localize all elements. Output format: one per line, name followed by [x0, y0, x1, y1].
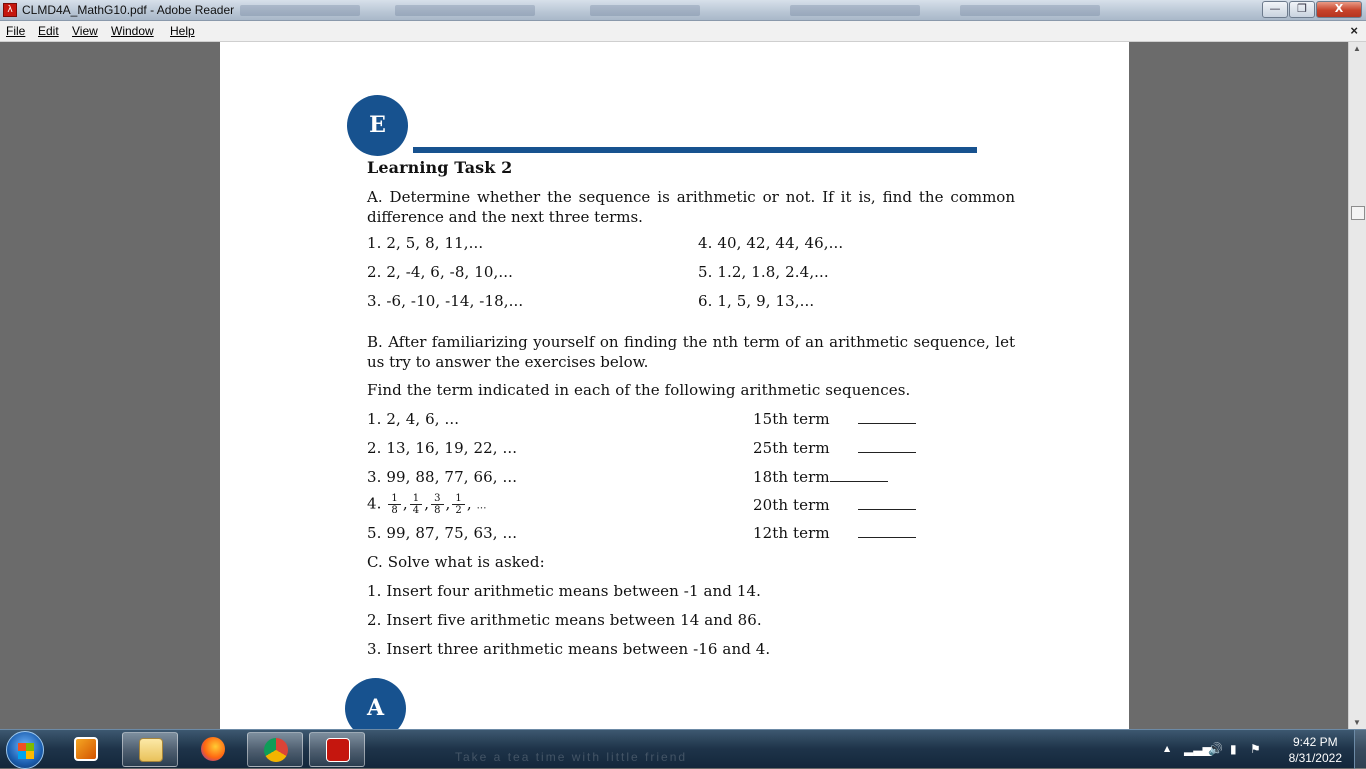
- menu-edit[interactable]: Edit: [38, 24, 59, 38]
- power-icon[interactable]: ▮: [1230, 742, 1237, 756]
- taskbar-chrome[interactable]: [247, 732, 303, 767]
- clock-date: 8/31/2022: [1288, 751, 1342, 765]
- denominator: 2: [455, 505, 462, 516]
- part-b-sequence: 3. 99, 88, 77, 66, ...: [367, 468, 518, 486]
- volume-icon[interactable]: 🔊: [1208, 742, 1223, 756]
- term-label: 25th term: [753, 439, 830, 457]
- clock[interactable]: [1289, 734, 1342, 766]
- part-a-item: 5. 1.2, 1.8, 2.4,...: [698, 263, 829, 281]
- term-label: 12th term: [753, 524, 830, 542]
- term-label: 20th term: [753, 496, 830, 514]
- menu-view[interactable]: View: [72, 24, 98, 38]
- part-c-item: 3. Insert three arithmetic means between -16 and 4.: [367, 640, 771, 658]
- part-b-term: [753, 496, 916, 514]
- answer-blank: [858, 537, 916, 538]
- desktop-ghost-text: Take a tea time with little friend: [455, 750, 688, 764]
- fraction: [452, 493, 464, 516]
- media-player-icon: [74, 737, 98, 761]
- fraction: [431, 493, 443, 516]
- ghost-tab: [590, 5, 700, 16]
- start-button[interactable]: [6, 731, 44, 769]
- taskbar-file-manager[interactable]: [122, 732, 178, 767]
- show-hidden-icons[interactable]: ▲: [1164, 744, 1171, 753]
- term-label: 15th term: [753, 410, 830, 428]
- part-b-term: [753, 468, 888, 486]
- vertical-scrollbar[interactable]: [1348, 42, 1366, 729]
- ghost-tab: [790, 5, 920, 16]
- clock-time: 9:42 PM: [1292, 735, 1338, 749]
- section-badge: E: [347, 95, 408, 156]
- scroll-up-icon[interactable]: ▲: [1353, 44, 1361, 53]
- menu-bar: [0, 21, 1366, 42]
- adobe-reader-icon: [326, 738, 350, 762]
- part-b-sequence: 5. 99, 87, 75, 63, ...: [367, 524, 518, 542]
- part-b-subinstruction: Find the term indicated in each of the following arithmetic sequences.: [367, 381, 911, 399]
- numerator: 1: [388, 493, 400, 505]
- system-tray: [1146, 730, 1366, 769]
- menu-help[interactable]: Help: [170, 24, 195, 38]
- folder-icon: [139, 738, 163, 762]
- part-c-instruction: C. Solve what is asked:: [367, 553, 545, 571]
- denominator: 8: [391, 505, 398, 516]
- part-a-item: 2. 2, -4, 6, -8, 10,...: [367, 263, 513, 281]
- header-rule: [413, 147, 977, 153]
- network-icon[interactable]: ▂▃▅: [1184, 742, 1212, 756]
- maximize-button[interactable]: ❐: [1289, 1, 1315, 18]
- show-desktop-button[interactable]: [1354, 730, 1366, 769]
- part-a-item: 1. 2, 5, 8, 11,...: [367, 234, 484, 252]
- part-b-instruction: B. After familiarizing yourself on finding the nth term of an arithmetic sequence, let us try to answer the exercises below.: [367, 333, 1015, 371]
- taskbar-adobe-reader[interactable]: [309, 732, 365, 767]
- denominator: 8: [434, 505, 441, 516]
- document-close-icon[interactable]: ×: [1350, 23, 1358, 38]
- document-viewport[interactable]: [0, 42, 1348, 729]
- part-c-item: 1. Insert four arithmetic means between -1 and 14.: [367, 582, 761, 600]
- item-number: 4.: [367, 494, 382, 513]
- ghost-tab: [395, 5, 535, 16]
- title-bar: [0, 0, 1366, 21]
- part-a-item: 4. 40, 42, 44, 46,...: [698, 234, 844, 252]
- answer-blank: [830, 481, 888, 482]
- numerator: 1: [452, 493, 464, 505]
- close-button[interactable]: X: [1316, 1, 1362, 18]
- action-center-flag-icon[interactable]: ⚑: [1250, 742, 1261, 756]
- answer-blank: [858, 423, 916, 424]
- scrollbar-thumb[interactable]: [1351, 206, 1365, 220]
- taskbar-firefox[interactable]: [185, 732, 241, 767]
- answer-blank: [858, 452, 916, 453]
- taskbar: [0, 729, 1366, 768]
- window-title: CLMD4A_MathG10.pdf - Adobe Reader: [22, 3, 235, 17]
- adobe-reader-icon: λ: [3, 3, 17, 17]
- pdf-page: [220, 42, 1129, 729]
- ellipsis: ...: [476, 500, 487, 512]
- fraction: [410, 493, 422, 516]
- menu-file[interactable]: File: [6, 24, 26, 38]
- part-a-item: 3. -6, -10, -14, -18,...: [367, 292, 524, 310]
- numerator: 3: [431, 493, 443, 505]
- windows-flag-icon: [18, 751, 34, 759]
- minimize-button[interactable]: —: [1262, 1, 1288, 18]
- part-a-instruction: A. Determine whether the sequence is arithmetic or not. If it is, find the common difference and the next three terms.: [367, 188, 1015, 226]
- part-b-sequence: 1. 2, 4, 6, ...: [367, 410, 460, 428]
- task-title: Learning Task 2: [367, 158, 513, 177]
- part-b-term: [753, 439, 916, 457]
- part-b-term: [753, 410, 916, 428]
- answer-blank: [858, 509, 916, 510]
- numerator: 1: [410, 493, 422, 505]
- part-b-sequence-fractions: 4. $\frac{1}{8}$ , $\frac{1}{4}$ , $\frac{3}{8}$ , $\frac{1}{2}$ , ...: [367, 493, 487, 516]
- taskbar-media-player[interactable]: [58, 732, 114, 767]
- denominator: 4: [412, 505, 420, 516]
- menu-window[interactable]: Window: [111, 24, 154, 38]
- term-label: 18th term: [753, 468, 830, 486]
- part-a-item: 6. 1, 5, 9, 13,...: [698, 292, 815, 310]
- chrome-icon: [264, 738, 288, 762]
- next-section-badge: A: [345, 678, 406, 729]
- firefox-icon: [201, 737, 225, 761]
- fraction: [388, 493, 400, 516]
- ghost-tab: [960, 5, 1100, 16]
- part-b-sequence: 2. 13, 16, 19, 22, ...: [367, 439, 518, 457]
- part-b-term: [753, 524, 916, 542]
- ghost-tab: [240, 5, 360, 16]
- part-c-item: 2. Insert five arithmetic means between 14 and 86.: [367, 611, 762, 629]
- scroll-down-icon[interactable]: ▼: [1353, 718, 1361, 727]
